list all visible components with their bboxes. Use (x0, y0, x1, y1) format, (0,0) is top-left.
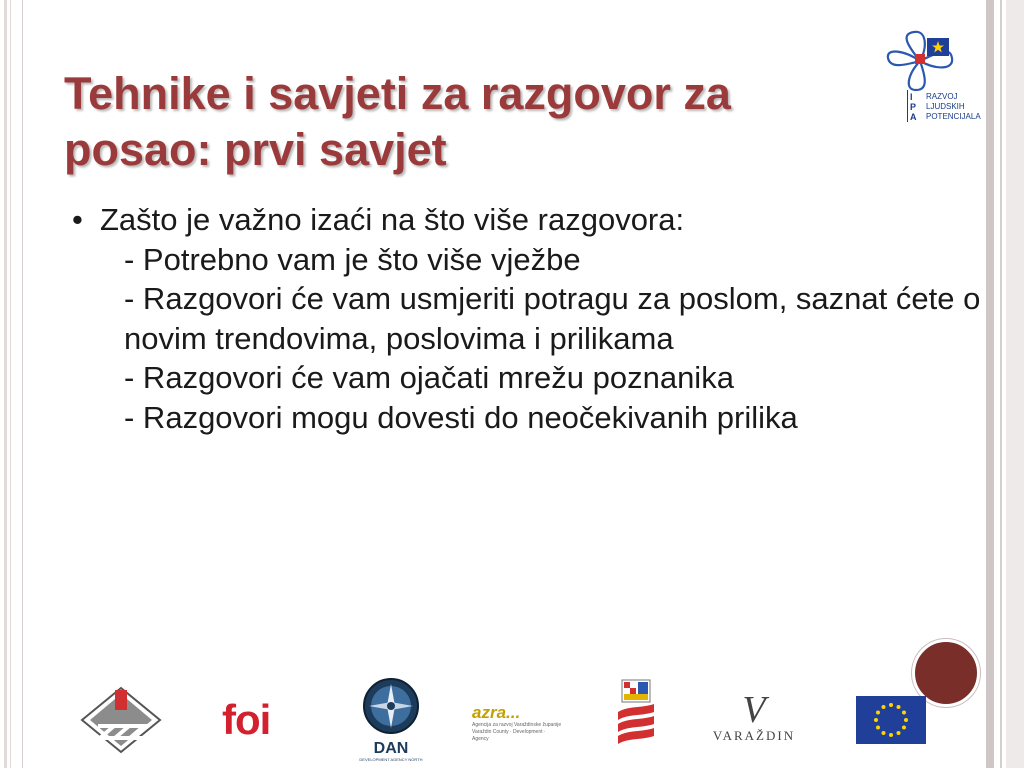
azra-label: azra... (472, 703, 521, 722)
eu-flag-icon (856, 696, 926, 749)
bullet-text: Zašto je važno izaći na što više razgovora: (100, 202, 685, 237)
footer-logos (0, 672, 1024, 768)
varazdin-label: VARAŽDIN (712, 728, 796, 743)
v-monogram-icon: V (742, 689, 766, 731)
sub-item: - Razgovori će vam usmjeriti potragu za poslom, saznat ćete o novim trendovima, poslovima i prilikama (124, 281, 981, 356)
left-border-decoration (0, 0, 23, 768)
diamond-logo (80, 686, 162, 759)
foi-logo: foi (222, 696, 271, 743)
bullet-dot-icon: • (72, 202, 83, 237)
azra-logo (472, 704, 562, 743)
slide-title: Tehnike i savjeti za razgovor za posao: prvi savjet (64, 68, 731, 175)
dan-sub-label: DEVELOPMENT AGENCY NORTH (359, 757, 423, 762)
dan-logo (358, 678, 424, 762)
azra-sub-label: Agencija za razvoj Varaždinske županije (472, 722, 562, 728)
varazdin-logo (708, 689, 800, 744)
county-crest-logo (612, 678, 660, 755)
ipa-text: RAZVOJ LJUDSKIH POTENCIJALA (926, 92, 981, 121)
slide-body (72, 200, 981, 437)
sub-item: - Razgovori mogu dovesti do neočekivanih prilika (124, 399, 798, 435)
azra-sub-label-2: Varaždin County · Development · Agency (472, 729, 546, 742)
ipa-logo (880, 26, 990, 126)
right-border-decoration (986, 0, 1024, 768)
sub-item: - Razgovori će vam ojačati mrežu poznanika (124, 360, 734, 395)
dan-label: DAN (373, 740, 409, 757)
bullet-item (72, 200, 972, 240)
sub-item: - Potrebno vam je što više vježbe (124, 241, 581, 277)
ipa-letters: I P A (910, 92, 917, 122)
compass-icon (358, 678, 424, 736)
